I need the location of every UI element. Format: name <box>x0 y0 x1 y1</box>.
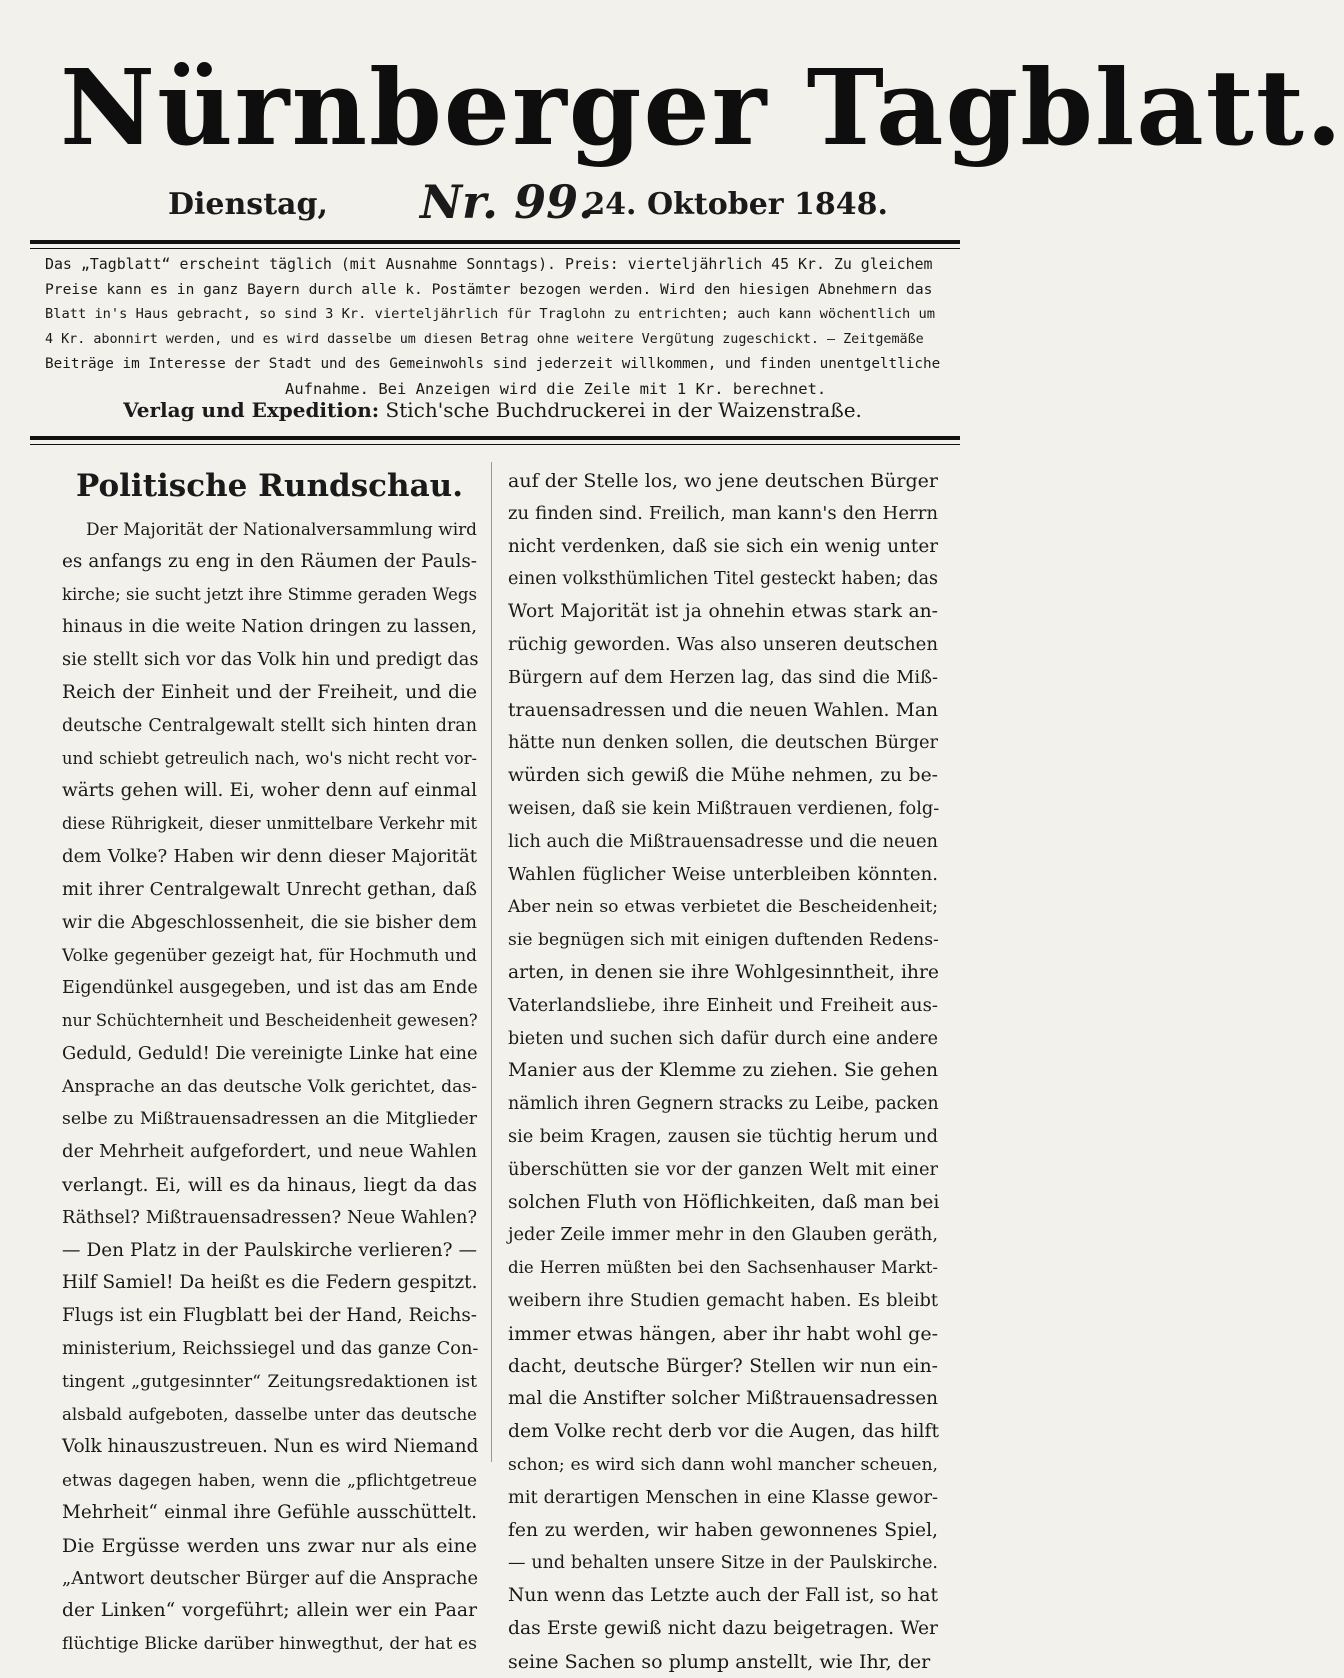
article-line: ministerium, Reichssiegel und das ganze Con- <box>62 1337 479 1359</box>
notice-line: Blatt in's Haus gebracht, so sind 3 Kr. vierteljährlich für Traglohn zu entrichten; auch kann wöchentlich um <box>45 306 935 322</box>
article-line: Aber nein so etwas verbietet die Bescheidenheit; <box>508 897 938 918</box>
notice-line: 4 Kr. abonnirt werden, und es wird dasselbe um diesen Betrag ohne weitere Vergütung zugeschickt. — Zeitgemäße <box>45 332 924 347</box>
notice-line: Beiträge im Interesse der Stadt und des Gemeinwohls sind jederzeit willkommen, und finden unentgeltliche <box>45 356 941 372</box>
article-line: würden sich gewiß die Mühe nehmen, zu be- <box>508 765 938 787</box>
subscription-notice <box>45 252 940 402</box>
article-line: Volk hinauszustreuen. Nun es wird Niemand <box>62 1436 479 1458</box>
article-line: trauensadressen und die neuen Wahlen. Man <box>508 699 938 721</box>
publisher-label: Verlag und Expedition: <box>123 398 380 422</box>
article-line: auf der Stelle los, wo jene deutschen Bürger <box>508 470 938 492</box>
article-line: einen volksthümlichen Titel gesteckt haben; das <box>508 569 938 590</box>
article-line: Die Ergüsse werden uns zwar nur als eine <box>62 1534 477 1557</box>
article-line: Bürgern auf dem Herzen lag, das sind die Miß- <box>508 666 938 688</box>
masthead-title: Nürnberger Tagblatt. <box>60 46 1344 169</box>
article-line: verlangt. Ei, will es da hinaus, liegt da das <box>62 1173 477 1196</box>
article-line: der Mehrheit aufgefordert, und neue Wahlen <box>62 1141 477 1163</box>
header-rule-thin <box>30 248 960 249</box>
header-rule-thick <box>30 240 960 244</box>
article-line: wir die Abgeschlossenheit, die sie bisher dem <box>62 911 477 933</box>
article-line: lich auch die Mißtrauensadresse und die neuen <box>508 830 938 852</box>
article-line: der Linken“ vorgeführt; allein wer ein Paar <box>62 1600 477 1622</box>
article-line: weisen, daß sie kein Mißtrauen verdienen, folg- <box>508 797 940 819</box>
article-line: rüchig geworden. Was also unseren deutschen <box>508 633 938 655</box>
article-line: und schiebt getreulich nach, wo's nicht recht vor- <box>62 748 477 768</box>
article-line: dem Volke recht derb vor die Augen, das hilft <box>508 1421 939 1443</box>
issue-date: 24. Oktober 1848. <box>584 187 888 222</box>
article-line: hätte nun denken sollen, die deutschen Bürger <box>508 732 938 754</box>
article-line: solchen Fluth von Höflichkeiten, daß man bei <box>508 1191 940 1213</box>
article-line: schon; es wird sich dann wohl mancher scheuen, <box>508 1454 938 1475</box>
article-line: die Herren müßten bei den Sachsenhauser Markt- <box>508 1258 938 1278</box>
article-line: nämlich ihren Gegnern stracks zu Leibe, packen <box>508 1094 939 1115</box>
notice-line: Aufnahme. Bei Anzeigen wird die Zeile mit 1 Kr. berechnet. <box>285 380 827 398</box>
article-line: Räthsel? Mißtrauensadressen? Neue Wahlen? <box>62 1206 477 1228</box>
article-line: mal die Anstifter solcher Mißtrauensadressen <box>508 1388 938 1410</box>
article-line: Wahlen füglicher Weise unterbleiben könnten. <box>508 863 938 885</box>
notice-line: Preise kann es in ganz Bayern durch alle k. Postämter bezogen werden. Wird den hiesigen Abnehmern das <box>45 281 933 298</box>
article-line: Wort Majorität ist ja ohnehin etwas stark an- <box>508 601 938 623</box>
article-line: nur Schüchternheit und Bescheidenheit gewesen? <box>62 1010 478 1030</box>
article-line: flüchtige Blicke darüber hinwegthut, der hat es <box>62 1634 477 1655</box>
article-line: sie stellt sich vor das Volk hin und predigt das <box>62 649 479 671</box>
article-line: — und behalten unsere Sitze in der Paulskirche. <box>508 1553 938 1574</box>
article-line: Ansprache an das deutsche Volk gerichtet, das- <box>62 1076 477 1097</box>
article-line: sie begnügen sich mit einigen duftenden Redens- <box>508 930 939 951</box>
article-line: seine Sachen so plump anstellt, wie Ihr, der <box>508 1650 931 1673</box>
article-line: es anfangs zu eng in den Räumen der Pauls- <box>62 550 477 572</box>
column-divider <box>491 462 492 1462</box>
article-left-column <box>62 513 477 1661</box>
article-line: etwas dagegen haben, wenn die „pflichtgetreue <box>62 1470 477 1491</box>
article-right-column <box>508 465 938 1678</box>
article-line: mit ihrer Centralgewalt Unrecht gethan, daß <box>62 878 477 900</box>
article-line: kirche; sie sucht jetzt ihre Stimme geraden Wegs <box>62 584 477 604</box>
publisher-text: Stich'sche Buchdruckerei in der Waizenstraße. <box>379 398 862 422</box>
publisher-line <box>45 392 940 428</box>
article-line: Hilf Samiel! Da heißt es die Federn gespitzt. <box>62 1272 478 1294</box>
article-line: bieten und suchen sich dafür durch eine andere <box>508 1028 938 1049</box>
article-line: dacht, deutsche Bürger? Stellen wir nun ein- <box>508 1355 938 1377</box>
article-line: — Den Platz in der Paulskirche verlieren? — <box>62 1239 477 1261</box>
notice-line: Das „Tagblatt“ erscheint täglich (mit Ausnahme Sonntags). Preis: vierteljährlich 45 Kr. Zu gleichem <box>45 255 933 273</box>
article-line: tingent „gutgesinnter“ Zeitungsredaktionen ist <box>62 1371 477 1392</box>
article-line: wärts gehen will. Ei, woher denn auf einmal <box>62 780 477 802</box>
article-line: mit derartigen Menschen in eine Klasse gewor- <box>508 1486 938 1508</box>
article-line: Der Majorität der Nationalversammlung wird <box>86 519 477 539</box>
article-line: Manier aus der Klemme zu ziehen. Sie gehen <box>508 1060 938 1082</box>
article-line: alsbald aufgeboten, dasselbe unter das deutsche <box>62 1404 477 1424</box>
article-line: weibern ihre Studien gemacht haben. Es bleibt <box>508 1289 938 1311</box>
article-line: dem Volke? Haben wir denn dieser Majorität <box>62 845 477 867</box>
article-line: fen zu werden, wir haben gewonnenes Spiel, <box>508 1519 938 1541</box>
article-line: Volke gegenüber gezeigt hat, für Hochmuth und <box>62 945 477 966</box>
article-line: überschütten sie vor der ganzen Welt mit einer <box>508 1158 938 1180</box>
article-line: Eigendünkel ausgegeben, und ist das am Ende <box>62 978 478 999</box>
article-line: „Antwort deutscher Bürger auf die Ansprache <box>62 1567 479 1589</box>
article-line: Geduld, Geduld! Die vereinigte Linke hat eine <box>62 1042 478 1064</box>
article-line: Mehrheit“ einmal ihre Gefühle ausschüttelt. <box>62 1501 477 1523</box>
notice-rule-thin <box>30 444 960 445</box>
dateline <box>0 175 1000 230</box>
issue-weekday: Dienstag, <box>168 187 328 222</box>
article-line: Nun wenn das Letzte auch der Fall ist, so hat <box>508 1585 939 1607</box>
article-title: Politische Rundschau. <box>76 468 463 504</box>
article-line: das Erste gewiß nicht dazu beigetragen. Wer <box>508 1617 938 1639</box>
article-line: selbe zu Mißtrauensadressen an die Mitglieder <box>62 1109 477 1130</box>
notice-rule-thick <box>30 436 960 440</box>
article-line: jeder Zeile immer mehr in den Glauben geräth, <box>508 1224 938 1246</box>
article-line: Vaterlandsliebe, ihre Einheit und Freiheit aus- <box>508 994 938 1016</box>
issue-number: Nr. 99. <box>420 175 595 229</box>
article-line: hinaus in die weite Nation dringen zu lassen, <box>62 616 477 638</box>
article-line: immer etwas hängen, aber ihr habt wohl ge- <box>508 1322 938 1345</box>
article-line: Reich der Einheit und der Freiheit, und die <box>62 681 477 703</box>
article-line: Flugs ist ein Flugblatt bei der Hand, Reichs- <box>62 1305 477 1327</box>
article-line: arten, in denen sie ihre Wohlgesinntheit, ihre <box>508 961 939 983</box>
article-line: sie beim Kragen, zausen sie tüchtig herum und <box>508 1125 938 1147</box>
article-line: deutsche Centralgewalt stellt sich hinten dran <box>62 715 477 736</box>
article-line: nicht verdenken, daß sie sich ein wenig unter <box>508 535 938 557</box>
article-line: zu finden sind. Freilich, man kann's den Herrn <box>508 502 938 524</box>
article-line: diese Rührigkeit, dieser unmittelbare Verkehr mit <box>62 814 477 834</box>
